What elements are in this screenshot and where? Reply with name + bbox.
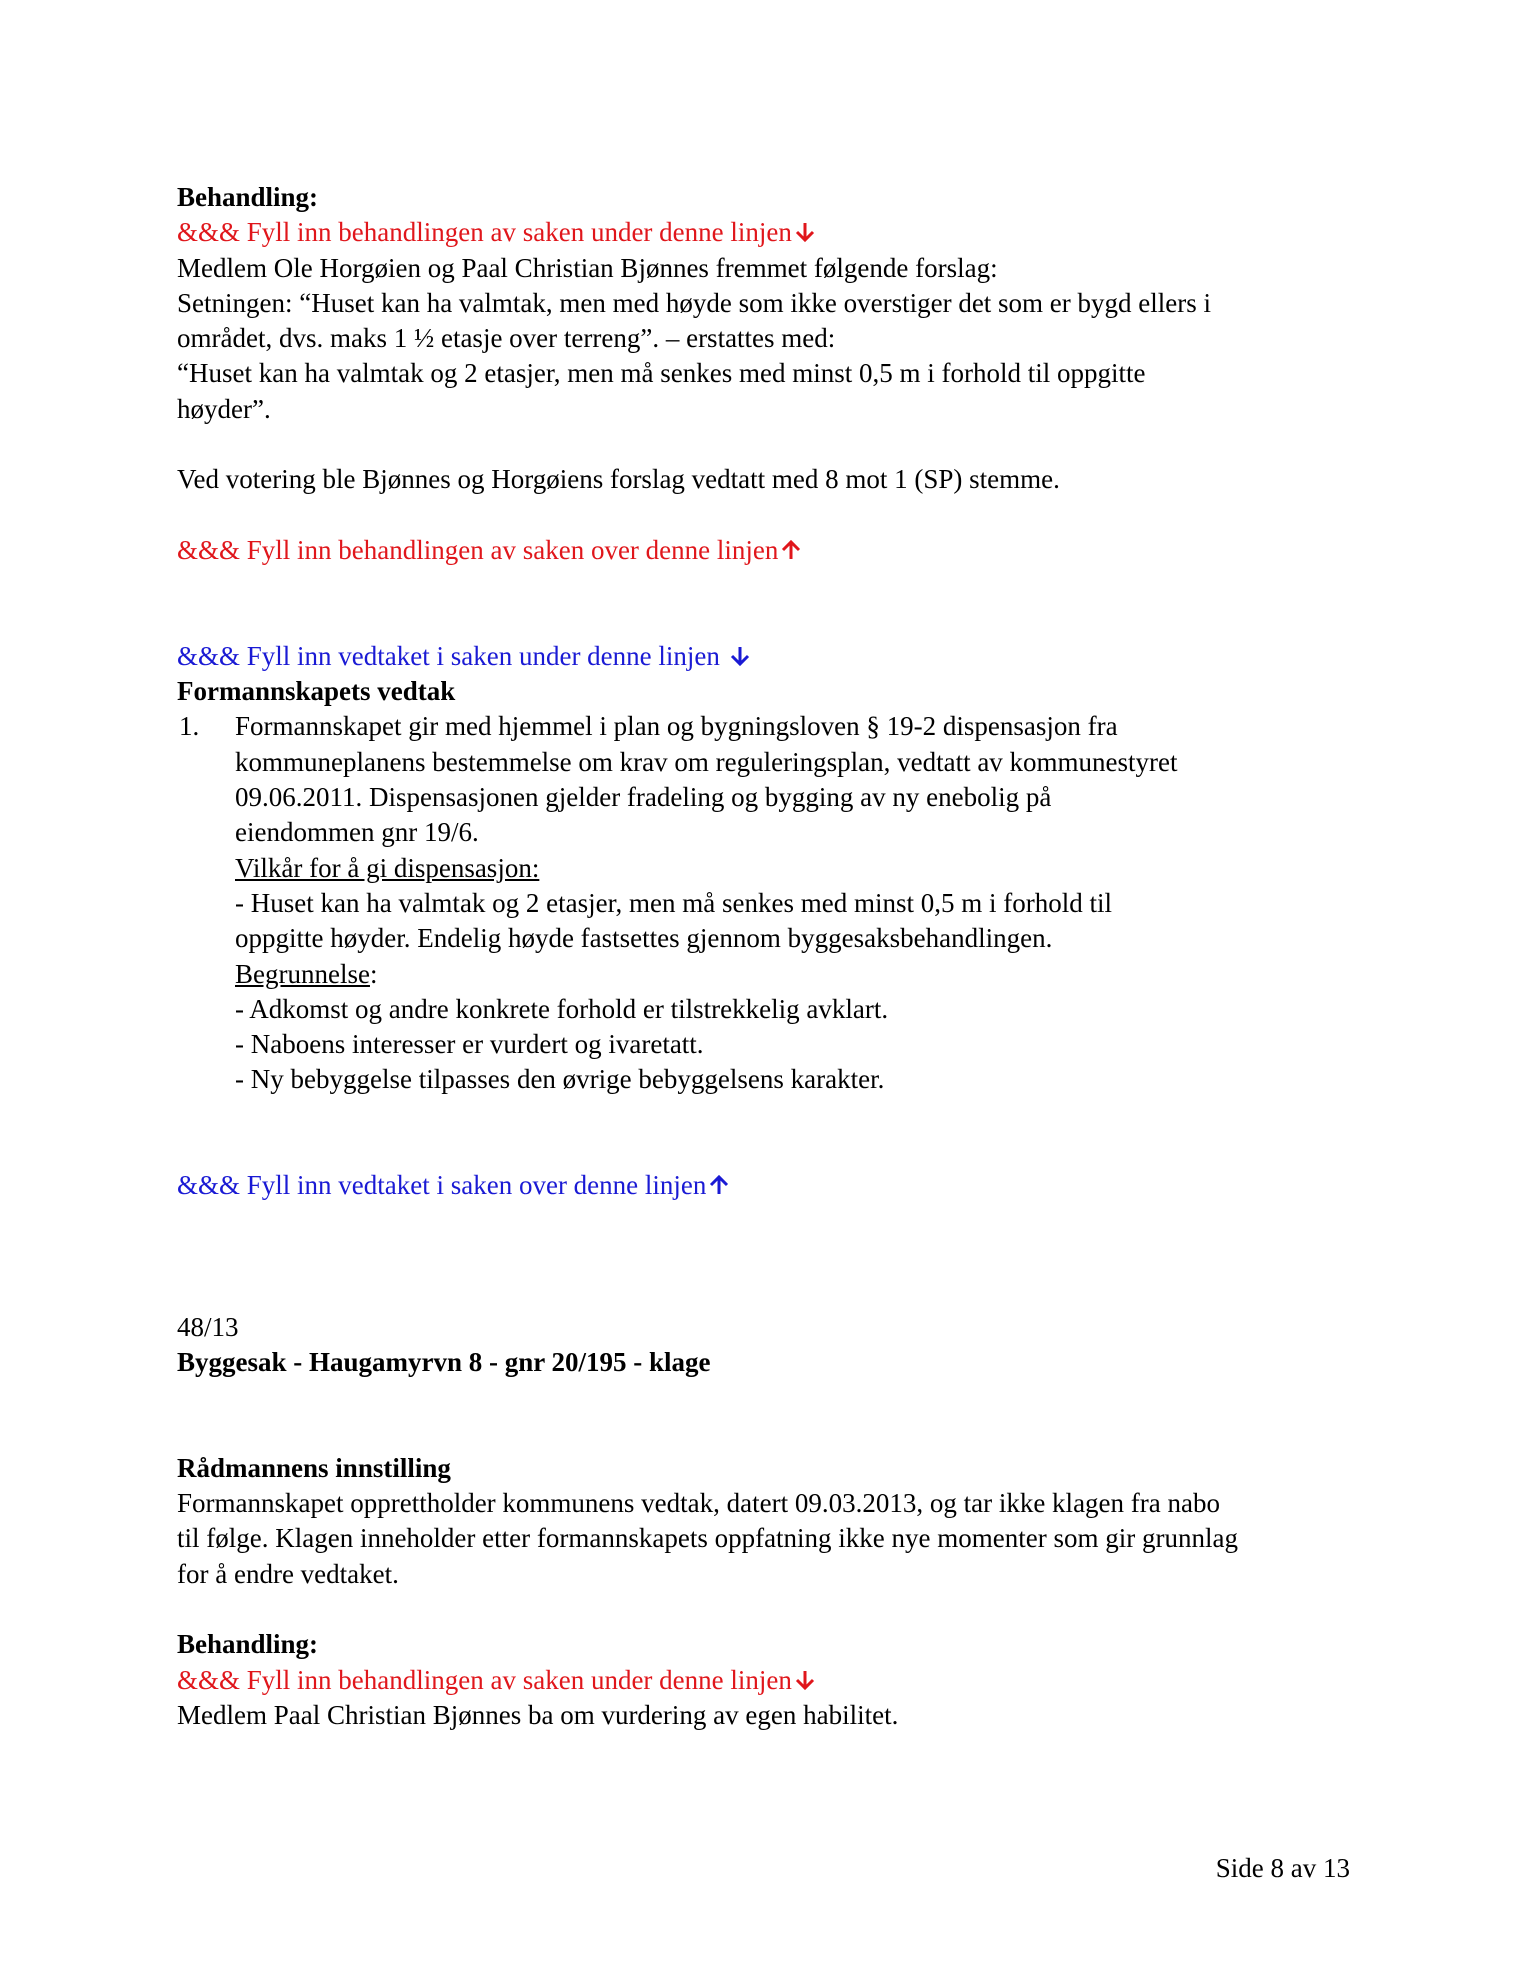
paragraph-line: - Ny bebyggelse tilpasses den øvrige bebyggelsens karakter. <box>235 1064 885 1095</box>
paragraph-line: høyder”. <box>177 393 271 424</box>
arrow-down-icon <box>793 1668 817 1692</box>
marker-behandling-under: &&& Fyll inn behandlingen av saken under denne linjen <box>177 215 1367 250</box>
marker-behandling-over: &&& Fyll inn behandlingen av saken over denne linjen <box>177 533 1367 568</box>
arrow-down-icon <box>728 644 752 668</box>
list-number: 1. <box>179 711 200 742</box>
document-page <box>177 180 1367 1733</box>
section-heading-innstilling: Rådmannens innstilling <box>177 1452 451 1483</box>
paragraph-line: Setningen: “Huset kan ha valmtak, men med høyde som ikke overstiger det som er bygd ellers i <box>177 287 1212 318</box>
arrow-down-icon <box>793 220 817 244</box>
paragraph-line: - Huset kan ha valmtak og 2 etasjer, men må senkes med minst 0,5 m i forhold til <box>235 887 1112 918</box>
paragraph-line: - Adkomst og andre konkrete forhold er tilstrekkelig avklart. <box>235 993 889 1024</box>
case-title: Byggesak - Haugamyrvn 8 - gnr 20/195 - klage <box>177 1346 711 1377</box>
paragraph-line: Formannskapet opprettholder kommunens vedtak, datert 09.03.2013, og tar ikke klagen fra nabo <box>177 1488 1220 1519</box>
vilkar-heading: Vilkår for å gi dispensasjon: <box>235 852 540 883</box>
section-heading-vedtak: Formannskapets vedtak <box>177 676 456 707</box>
marker-vedtak-under: &&& Fyll inn vedtaket i saken under denne linjen <box>177 639 1367 674</box>
paragraph-line: området, dvs. maks 1 ½ etasje over terreng”. – erstattes med: <box>177 323 836 354</box>
section-heading-behandling: Behandling: <box>177 1629 319 1660</box>
section-heading-behandling: Behandling: <box>177 182 319 212</box>
paragraph-line: oppgitte høyder. Endelig høyde fastsettes gjennom byggesaksbehandlingen. <box>235 923 1053 954</box>
begrunnelse-heading: Begrunnelse: <box>235 958 378 989</box>
paragraph-line: eiendommen gnr 19/6. <box>235 817 479 848</box>
arrow-up-icon <box>707 1173 731 1197</box>
case-number: 48/13 <box>177 1311 239 1342</box>
vote-result: Ved votering ble Bjønnes og Horgøiens forslag vedtatt med 8 mot 1 (SP) stemme. <box>177 464 1060 495</box>
paragraph-line: Medlem Ole Horgøien og Paal Christian Bjønnes fremmet følgende forslag: <box>177 252 998 283</box>
paragraph-line: - Naboens interesser er vurdert og ivaretatt. <box>235 1029 704 1060</box>
marker-vedtak-over: &&& Fyll inn vedtaket i saken over denne linjen <box>177 1168 1367 1203</box>
paragraph-line: 09.06.2011. Dispensasjonen gjelder fradeling og bygging av ny enebolig på <box>235 782 1052 813</box>
list-item <box>177 709 1367 1097</box>
marker-behandling-under: &&& Fyll inn behandlingen av saken under denne linjen <box>177 1663 1367 1698</box>
paragraph-line: “Huset kan ha valmtak og 2 etasjer, men må senkes med minst 0,5 m i forhold til oppgitte <box>177 358 1146 389</box>
page-number: Side 8 av 13 <box>1215 1853 1350 1883</box>
paragraph-line: Formannskapet gir med hjemmel i plan og bygningsloven § 19-2 dispensasjon fra <box>235 711 1118 742</box>
paragraph-line: kommuneplanens bestemmelse om krav om reguleringsplan, vedtatt av kommunestyret <box>235 746 1178 777</box>
arrow-up-icon <box>779 538 803 562</box>
paragraph-line: for å endre vedtaket. <box>177 1558 399 1589</box>
paragraph-line: Medlem Paal Christian Bjønnes ba om vurdering av egen habilitet. <box>177 1699 899 1730</box>
paragraph-line: til følge. Klagen inneholder etter formannskapets oppfatning ikke nye momenter som gir grunnlag <box>177 1523 1238 1554</box>
